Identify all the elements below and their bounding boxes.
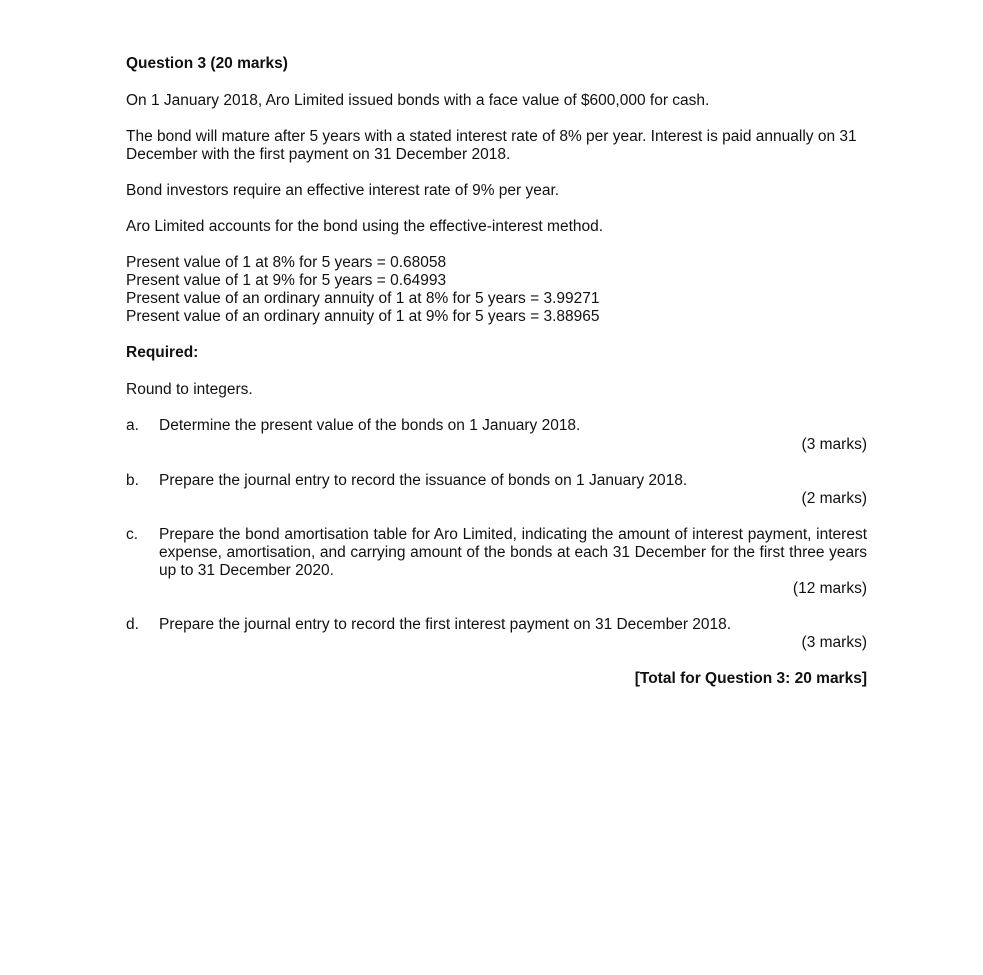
item-letter: c. <box>126 526 139 543</box>
question-total-marks: [Total for Question 3: 20 marks] <box>634 670 867 687</box>
required-item-a <box>126 417 867 454</box>
intro-paragraph-issue: On 1 January 2018, Aro Limited issued bonds with a face value of $600,000 for cash. <box>126 92 710 109</box>
rounding-instruction: Round to integers. <box>126 381 253 398</box>
required-items <box>126 417 867 652</box>
intro-paragraph-method: Aro Limited accounts for the bond using the effective-interest method. <box>126 218 604 235</box>
pv-factor-line: Present value of 1 at 9% for 5 years = 0.64993 <box>126 272 447 289</box>
item-text: Prepare the journal entry to record the issuance of bonds on 1 January 2018. <box>159 472 688 489</box>
item-text: Determine the present value of the bonds on 1 January 2018. <box>159 417 581 434</box>
question-title: Question 3 (20 marks) <box>126 55 288 72</box>
item-marks: (12 marks) <box>792 580 867 597</box>
item-marks: (2 marks) <box>801 490 867 507</box>
item-marks: (3 marks) <box>801 634 867 651</box>
pv-factor-line: Present value of an ordinary annuity of 1 at 9% for 5 years = 3.88965 <box>126 308 600 325</box>
pv-factor-line: Present value of 1 at 8% for 5 years = 0.68058 <box>126 254 447 271</box>
pv-factor-line: Present value of an ordinary annuity of 1 at 8% for 5 years = 3.99271 <box>126 290 600 307</box>
required-item-c <box>126 526 867 598</box>
required-item-d <box>126 616 867 652</box>
present-value-factors <box>126 254 867 326</box>
required-heading: Required: <box>126 344 199 361</box>
intro-paragraph-effective-rate: Bond investors require an effective interest rate of 9% per year. <box>126 182 560 199</box>
required-item-b <box>126 472 867 508</box>
item-letter: b. <box>126 472 139 489</box>
intro-paragraph-maturity: The bond will mature after 5 years with a stated interest rate of 8% per year. Interest is paid annually on 31 December with the first payment on 31 December 2018. <box>126 128 857 163</box>
question-content <box>126 55 867 688</box>
item-text: Prepare the bond amortisation table for Aro Limited, indicating the amount of interest payment, interest expense, amortisation, and carrying amount of the bonds at each 31 December for the first three years up to 31 December 2020. <box>159 526 867 579</box>
item-marks: (3 marks) <box>801 436 867 453</box>
item-letter: a. <box>126 417 139 434</box>
item-letter: d. <box>126 616 139 633</box>
item-text: Prepare the journal entry to record the first interest payment on 31 December 2018. <box>159 616 732 633</box>
